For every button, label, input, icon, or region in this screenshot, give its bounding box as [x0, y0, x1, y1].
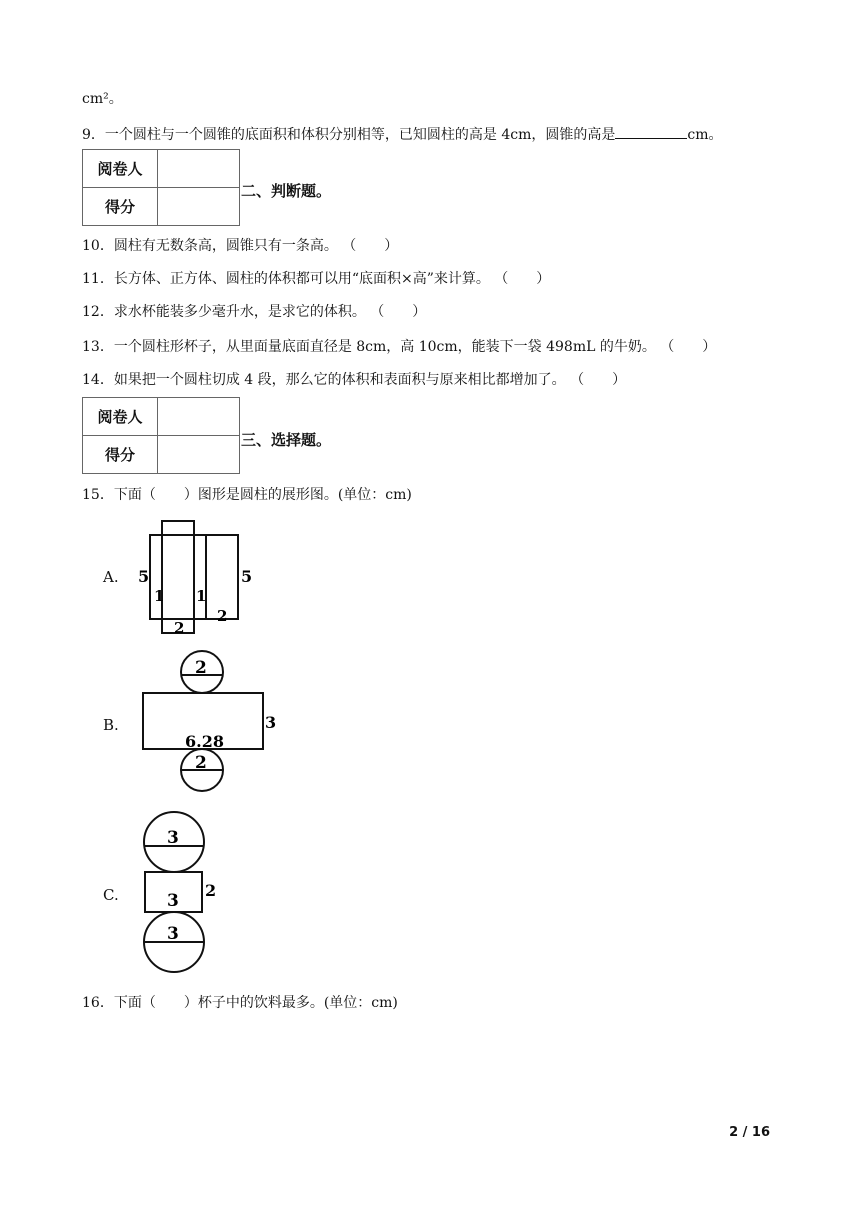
option-b-bottom-diameter: 2: [195, 753, 207, 773]
option-a-inner-left: 1: [154, 587, 165, 605]
question-15: 15．下面（ ）图形是圆柱的展形图。(单位：cm): [82, 487, 412, 503]
reviewer-label: 阅卷人: [83, 398, 158, 436]
question-10: 10．圆柱有无数条高，圆锥只有一条高。 （ ）: [82, 238, 399, 254]
option-c-top-diameter: 3: [167, 828, 179, 848]
reviewer-label: 阅卷人: [83, 150, 158, 188]
option-c-height: 2: [205, 881, 217, 900]
section-title-judge: 二、判断题。: [241, 182, 332, 200]
grading-table-3: [82, 397, 240, 474]
option-c-bottom-diameter: 3: [167, 924, 179, 944]
option-b-top-diameter: 2: [195, 658, 207, 678]
grading-table-2: [82, 149, 240, 226]
option-a-inner-right: 1: [196, 587, 207, 605]
question-9-unit: cm。: [687, 127, 723, 143]
option-a-figure: [130, 515, 260, 640]
option-a-left-height: 5: [138, 567, 150, 586]
option-c-figure: [130, 808, 240, 983]
question-13: 13．一个圆柱形杯子，从里面量底面直径是 8cm，高 10cm，能装下一袋 498mL 的牛奶。 （ ）: [82, 339, 717, 355]
question-14: 14．如果把一个圆柱切成 4 段，那么它的体积和表面积与原来相比都增加了。 （ ）: [82, 372, 627, 388]
reviewer-cell: [158, 150, 240, 188]
score-label: 得分: [83, 436, 158, 474]
question-9-text: 9．一个圆柱与一个圆锥的底面积和体积分别相等，已知圆柱的高是 4cm，圆锥的高是: [82, 127, 616, 143]
question-11: 11．长方体、正方体、圆柱的体积都可以用“底面积×高”来计算。 （ ）: [82, 271, 551, 287]
option-a-label: A.: [103, 568, 119, 586]
option-a-bottom-width: 2: [174, 619, 185, 637]
score-cell: [158, 436, 240, 474]
question-9: [82, 124, 723, 144]
score-label: 得分: [83, 188, 158, 226]
question-16: 16．下面（ ）杯子中的饮料最多。(单位：cm): [82, 995, 398, 1011]
option-b-height: 3: [265, 713, 277, 732]
page-number: 2 / 16: [729, 1125, 770, 1140]
option-b-width: 6.28: [185, 732, 224, 751]
option-c-middle-width: 3: [167, 891, 179, 911]
option-b-label: B.: [103, 716, 119, 734]
option-b-figure: [130, 645, 280, 800]
reviewer-cell: [158, 398, 240, 436]
option-a-right-height: 5: [241, 567, 253, 586]
option-a-right-width: 2: [217, 607, 228, 625]
section-title-choice: 三、选择题。: [241, 431, 332, 449]
carry-over-line: cm²。: [82, 91, 123, 107]
answer-blank[interactable]: [615, 124, 687, 139]
score-cell: [158, 188, 240, 226]
question-12: 12．求水杯能装多少毫升水，是求它的体积。 （ ）: [82, 304, 427, 320]
option-c-label: C.: [103, 886, 119, 904]
